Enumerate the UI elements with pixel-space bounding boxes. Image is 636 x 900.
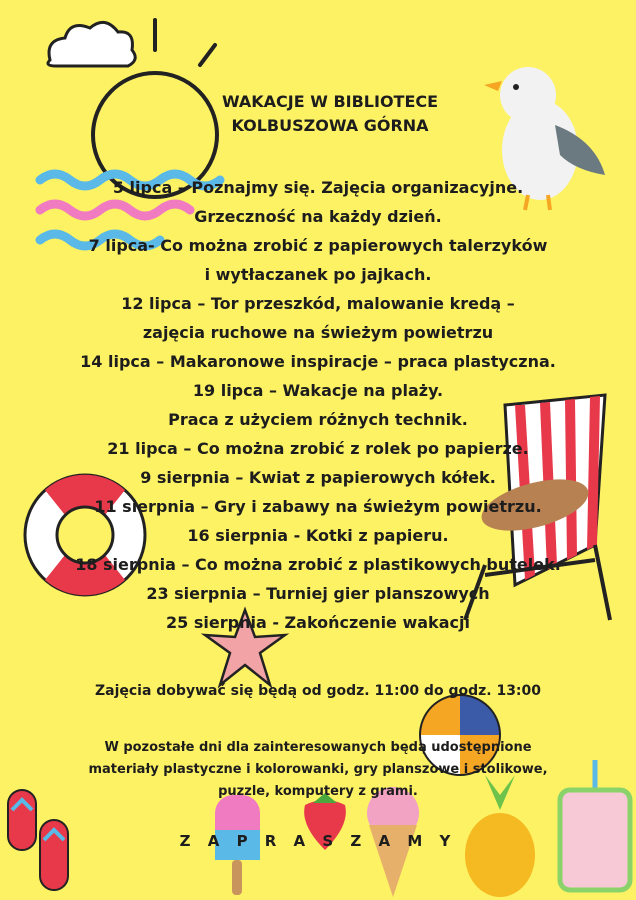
schedule-line: Grzeczność na każdy dzień.: [194, 207, 442, 226]
hours-info: Zajęcia dobywać się będą od godz. 11:00 do godz. 13:00: [94, 683, 542, 699]
additional-info-line: W pozostałe dni dla zainteresowanych będą udostępnione: [104, 740, 532, 755]
schedule-line: 11 sierpnia – Gry i zabawy na świeżym powietrzu.: [94, 497, 542, 516]
schedule-line: 21 lipca – Co można zrobić z rolek po papierze.: [107, 439, 529, 458]
additional-info-line: materiały plastyczne i kolorowanki, gry planszowe i stolikowe,: [88, 762, 548, 777]
schedule-line: 18 sierpnia – Co można zrobić z plastikowych butelek.: [75, 555, 561, 574]
schedule-line: 12 lipca – Tor przeszkód, malowanie kredą –: [121, 294, 515, 313]
schedule-line: 25 sierpnia - Zakończenie wakacji: [166, 613, 470, 632]
schedule-line: 19 lipca – Wakacje na plaży.: [192, 381, 444, 400]
schedule-list: [0, 173, 636, 637]
title-line-1: WAKACJE W BIBLIOTECE: [221, 92, 439, 111]
schedule-line: zajęcia ruchowe na świeżym powietrzu: [142, 323, 494, 342]
title-line-2: KOLBUSZOWA GÓRNA: [231, 116, 429, 135]
page-title: [140, 90, 520, 138]
schedule-line: 7 lipca- Co można zrobić z papierowych talerzyków: [88, 236, 548, 255]
schedule-line: i wytłaczanek po jajkach.: [204, 265, 432, 284]
schedule-line: 23 sierpnia – Turniej gier planszowych: [146, 584, 490, 603]
invitation-text: Z A P R A S Z A M Y: [179, 832, 457, 850]
additional-info-line: puzzle, komputery z grami.: [218, 784, 418, 799]
schedule-line: Praca z użyciem różnych technik.: [168, 410, 468, 429]
schedule-line: 14 lipca – Makaronowe inspiracje – praca plastyczna.: [80, 352, 556, 371]
schedule-line: 16 sierpnia - Kotki z papieru.: [187, 526, 449, 545]
schedule-line: 5 lipca – Poznajmy się. Zajęcia organizacyjne.: [112, 178, 524, 197]
additional-info: [40, 737, 596, 803]
schedule-line: 9 sierpnia – Kwiat z papierowych kółek.: [140, 468, 496, 487]
